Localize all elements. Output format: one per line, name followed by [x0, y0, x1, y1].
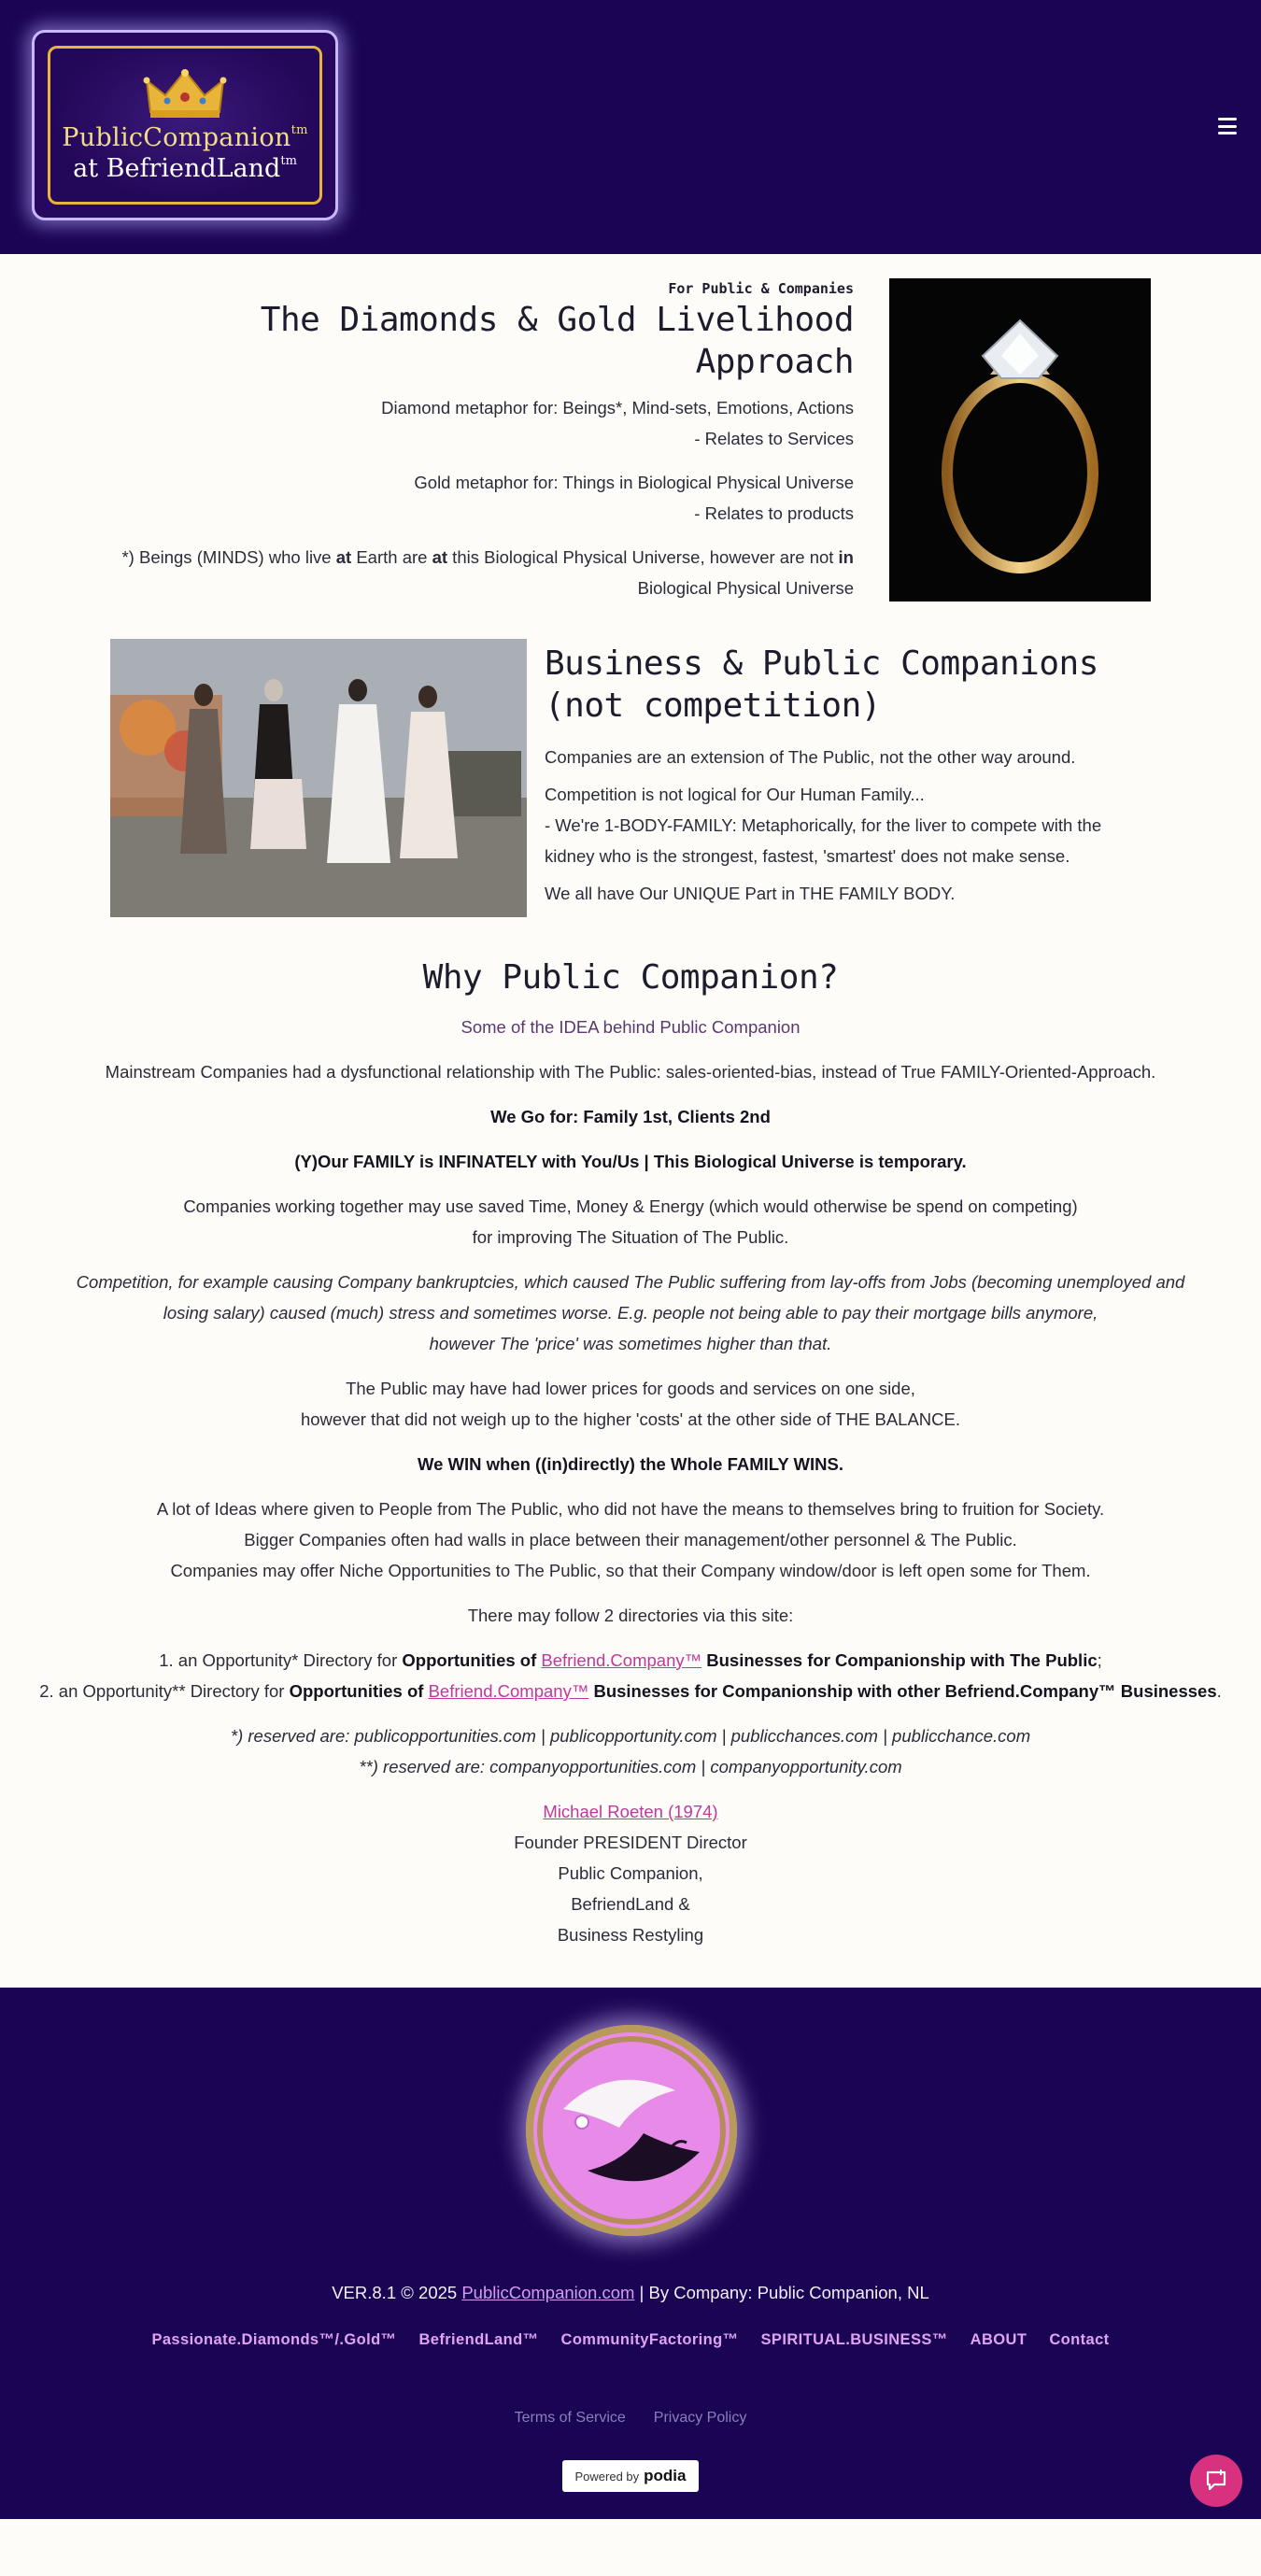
founder-company: Business Restyling	[557, 1925, 704, 1945]
site-logo[interactable]	[32, 30, 338, 220]
diamonds-gold-text	[50, 280, 854, 603]
footer-legal-links	[0, 2410, 1261, 2427]
crown-icon	[143, 67, 227, 120]
diamond-metaphor: Diamond metaphor for: Beings*, Mind-sets, Emotions, Actions - Relates to Services	[381, 398, 854, 448]
footer-nav-befriendland[interactable]: BefriendLand™	[418, 2331, 539, 2348]
logo-text-publiccompanion: PublicCompanion$^{tm}$	[62, 123, 308, 152]
section-title: The Diamonds & Gold Livelihood Approach	[260, 301, 854, 381]
paragraph: Competition is not logical for Our Human Family... - We're 1-BODY-FAMILY: Metaphorically, for the liver to compete with the kidney who is the strongest, fastest, 'smartest' does not make sense.	[545, 785, 1102, 866]
chat-bubble-icon	[1203, 2468, 1229, 2494]
footer-nav-communityfactoring[interactable]: CommunityFactoring™	[560, 2331, 739, 2348]
directory-list: 1. an Opportunity* Directory for Opportunities of Befriend.Company™ Businesses for Companionship with The Public; 2. an Opportunity** Directory for Opportunities of Befriend.Company™ Businesses for Companionship with other Befriend.Company™ Businesses.	[39, 1650, 1222, 1701]
founder-company: Public Companion,	[558, 1863, 703, 1883]
eyebrow-label: For Public & Companies	[668, 280, 854, 297]
paragraph: We WIN when ((in)directly) the Whole FAMILY WINS.	[417, 1454, 843, 1474]
paragraph: We Go for: Family 1st, Clients 2nd	[490, 1107, 771, 1126]
ring-icon	[927, 300, 1113, 580]
paragraph: Mainstream Companies had a dysfunctional relationship with The Public: sales-oriented-bias, instead of True FAMILY-Oriented-Approach.	[105, 1062, 1156, 1082]
publiccompanion-link[interactable]: PublicCompanion.com	[461, 2283, 635, 2302]
footer-logo	[526, 2025, 737, 2236]
reserved-domains: *) reserved are: publicopportunities.com | publicopportunity.com | publicchances.com | publicchance.com **) reserved are: companyopportunities.com | companyopportunity.com	[230, 1726, 1031, 1776]
beings-note: *) Beings (MINDS) who live at Earth are at this Biological Physical Universe, however are not in Biological Physical Universe	[121, 547, 854, 598]
logo-frame	[48, 46, 322, 205]
section-title: Why Public Companion?	[422, 958, 839, 997]
founder-company: BefriendLand &	[571, 1894, 690, 1914]
chat-button[interactable]	[1190, 2455, 1242, 2507]
footer-nav	[0, 2331, 1261, 2349]
befriend-company-link[interactable]: Befriend.Company™	[428, 1681, 589, 1701]
paragraph: (Y)Our FAMILY is INFINATELY with You/Us | This Biological Universe is temporary.	[294, 1152, 967, 1171]
powered-by-podia-badge[interactable]: Powered by podia	[562, 2460, 699, 2492]
logo-text-befriendland: at BefriendLand$^{tm}$	[73, 154, 297, 183]
paragraph: The Public may have had lower prices for goods and services on one side, however that did not weigh up to the higher 'costs' at the other side of THE BALANCE.	[300, 1379, 960, 1429]
paragraph: A lot of Ideas where given to People from The Public, who did not have the means to themselves bring to fruition for Society. Bigger Companies often had walls in place between their management/other personnel & The Public. Companies may offer Niche Opportunities to The Public, so that their Company window/door is left open some for Them.	[156, 1499, 1105, 1580]
paragraph: Companies are an extension of The Public, not the other way around.	[545, 747, 1076, 767]
section-subtitle: Some of the IDEA behind Public Companion	[460, 1017, 801, 1037]
photo-illustration-icon	[110, 639, 527, 917]
section-title: Business & Public Companions (not competition)	[545, 644, 1098, 725]
yin-yang-dove-icon	[526, 2025, 737, 2236]
founder-link[interactable]: Michael Roeten (1974)	[543, 1802, 718, 1821]
gold-diamond-ring-image	[889, 278, 1151, 602]
paragraph: There may follow 2 directories via this site:	[467, 1606, 794, 1625]
business-companions-section	[0, 628, 1261, 945]
paragraph: Companies working together may use saved Time, Money & Energy (which would otherwise be spend on competing) for improving The Situation of The Public.	[183, 1196, 1078, 1247]
copyright-line: VER.8.1 © 2025 PublicCompanion.com | By Company: Public Companion, NL	[332, 2283, 929, 2302]
footer-nav-about[interactable]: ABOUT	[970, 2331, 1027, 2348]
women-walking-photo	[110, 639, 527, 917]
privacy-policy-link[interactable]: Privacy Policy	[653, 2410, 747, 2426]
founder-title: Founder PRESIDENT Director	[514, 1833, 747, 1852]
business-companions-text	[545, 643, 1142, 909]
why-public-companion-section	[0, 945, 1261, 1988]
site-footer	[0, 1988, 1261, 2519]
footer-nav-passionate-diamonds[interactable]: Passionate.Diamonds™/.Gold™	[151, 2331, 397, 2348]
footer-nav-spiritual-business[interactable]: SPIRITUAL.BUSINESS™	[760, 2331, 948, 2348]
footer-nav-contact[interactable]: Contact	[1049, 2331, 1110, 2348]
paragraph: We all have Our UNIQUE Part in THE FAMILY BODY.	[545, 884, 956, 903]
site-header	[0, 0, 1261, 254]
founder-block	[37, 1796, 1224, 1950]
paragraph: Competition, for example causing Company bankruptcies, which caused The Public suffering from lay-offs from Jobs (becoming unemployed and losing salary) caused (much) stress and sometimes worse. E.g. people not being able to pay their mortgage bills anymore, however The 'price' was sometimes higher than that.	[76, 1272, 1185, 1353]
gold-metaphor: Gold metaphor for: Things in Biological Physical Universe - Relates to products	[414, 473, 854, 523]
hamburger-menu-icon[interactable]	[1218, 118, 1237, 134]
terms-of-service-link[interactable]: Terms of Service	[514, 2410, 626, 2426]
befriend-company-link[interactable]: Befriend.Company™	[541, 1650, 702, 1670]
